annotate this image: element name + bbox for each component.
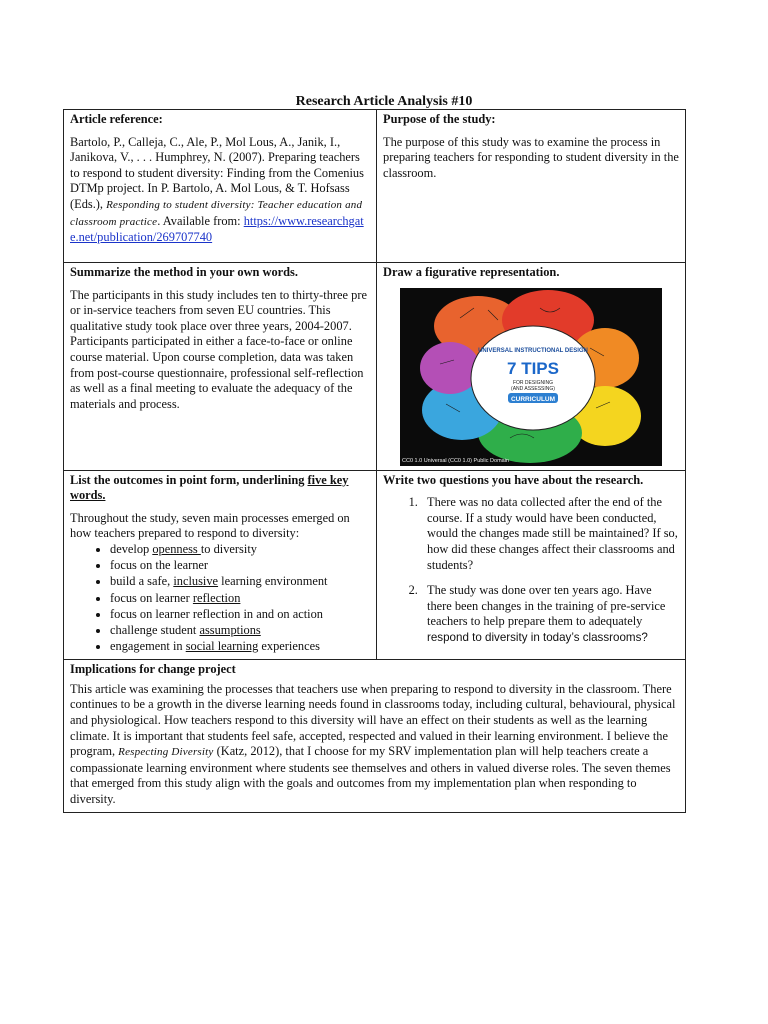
- item-keyword: assumptions: [199, 622, 261, 637]
- item-keyword: reflection: [192, 590, 241, 605]
- cell-method: [64, 263, 377, 471]
- cell-article-reference: [64, 110, 377, 263]
- analysis-table: [63, 109, 686, 813]
- outcomes-heading-underlined: five key words.: [70, 472, 349, 503]
- implications-body: This article was examining the processes that teachers use when preparing to respond to diversity in the classroom. There continues to be a growth in the diverse learning needs found in classrooms today, including cultural, behavioural, physical and physiological. How teachers respond to this diversity will have an effect on their students as well as the learning climate. It is important that students feel safe, accepted, respected and valued in their learning environment. I believe the program,: [70, 681, 676, 759]
- item-text: focus on the learner: [110, 558, 209, 573]
- purpose-heading: Purpose of the study:: [383, 112, 496, 126]
- implications-body-end: (Katz, 2012), that I choose for my SRV implementation plan will help teachers create a compassionate learning environment where students see themselves and others in valued diverse roles. The seven themes that emerged from this study align with the goals and outcomes from my implementation plan when responding to diversity.: [70, 744, 671, 807]
- item-text: focus on learner: [110, 590, 193, 605]
- method-heading: Summarize the method in your own words.: [70, 265, 298, 279]
- item-keyword: inclusive: [173, 574, 219, 589]
- list-item: [110, 623, 370, 639]
- center-circle: [471, 326, 595, 430]
- list-item: [110, 639, 370, 655]
- row-method: [64, 263, 686, 471]
- implications-heading: Implications for change project: [70, 662, 236, 677]
- page-title: Research Article Analysis #10: [295, 94, 473, 109]
- program-title: Respecting Diversity: [118, 746, 214, 759]
- cell-outcomes: [64, 470, 377, 660]
- center-sub-label-2: (AND ASSESSING): [511, 385, 555, 392]
- list-item: [110, 542, 370, 558]
- list-item: [110, 607, 370, 623]
- question-2-ending: respond to diversity in today’s classrooms?: [427, 630, 648, 644]
- outcomes-intro: Throughout the study, seven main processes emerged on how teachers prepared to respond to diversity:: [70, 510, 350, 541]
- item-text: focus on learner reflection in and on action: [110, 606, 323, 621]
- outcomes-list: [70, 542, 370, 655]
- reference-book-title: Responding to student diversity: Teacher education and classroom practice: [70, 198, 363, 228]
- outcomes-heading-text: List the outcomes in point form, underlining: [70, 472, 308, 487]
- center-big-label: 7 TIPS: [507, 358, 559, 378]
- item-keyword: openness: [152, 541, 201, 556]
- item-text: experiences: [258, 639, 320, 654]
- item-text: engagement in: [110, 639, 186, 654]
- center-badge-label: CURRICULUM: [510, 395, 556, 403]
- list-item: [110, 591, 370, 607]
- cell-figurative: [377, 263, 686, 471]
- article-reference-text: [70, 135, 370, 246]
- list-item: [110, 574, 370, 590]
- item-text: learning environment: [218, 574, 328, 589]
- item-text: develop: [110, 541, 153, 556]
- method-text: The participants in this study includes ten to thirty-three pre or in-service teachers from seven EU countries. This qualitative study took place over three years, 2004-2007. Participants participated in either a face-to-face or online course material. Upon course completion, data was taken from post-course questionnaire, professional self-reflection as well as a final meeting to evaluate the adequacy of the materials and process.: [70, 287, 367, 411]
- item-text: to diversity: [200, 541, 257, 556]
- questions-heading: Write two questions you have about the research.: [383, 472, 644, 487]
- cell-questions: [377, 470, 686, 660]
- reference-citation: Bartolo, P., Calleja, C., Ale, P., Mol Lous, A., Janik, I., Janikova, V., . . . Humphrey, N. (2007). Preparing teachers to respond to student diversity: Finding from the Comenius DTMp project. In P. Bartolo, A. Mol Lous, & T. Hofsass (Eds.),: [70, 134, 364, 211]
- implications-text: [70, 682, 679, 808]
- image-caption: CC0 1.0 Universal (CC0 1.0) Public Domain: [402, 457, 509, 464]
- row-implications: [64, 660, 686, 812]
- question-1: 1. There was no data collected after the end of the course. If a study would have been conducted, would the changes made still be maintained? If so, how did these changes affect their classrooms and students?: [421, 495, 679, 573]
- question-2-text: The study was done over ten years ago. Have there been changes in the training of pre-service teachers to help prepare them to adequately: [427, 583, 666, 629]
- cell-purpose: [377, 110, 686, 263]
- udl-flower-illustration: [400, 288, 662, 466]
- outcomes-heading: [70, 473, 370, 504]
- question-2: [421, 583, 679, 645]
- item-text: challenge student: [110, 622, 200, 637]
- questions-list: [383, 495, 679, 645]
- list-item: [110, 558, 370, 574]
- purpose-text: The purpose of this study was to examine the process in preparing teachers for responding to student diversity in the classroom.: [383, 134, 679, 180]
- item-text: build a safe,: [110, 574, 174, 589]
- item-keyword: social learning: [185, 639, 259, 654]
- reference-link[interactable]: https://www.researchgate.net/publication/269707740: [70, 213, 364, 245]
- figurative-heading: Draw a figurative representation.: [383, 265, 560, 279]
- petal-purple: [420, 342, 480, 394]
- center-sub-label-1: FOR DESIGNING: [512, 379, 554, 386]
- row-reference: [64, 110, 686, 263]
- figurative-image: [400, 288, 662, 466]
- article-reference-heading: Article reference:: [70, 112, 163, 126]
- center-ring-label: UNIVERSAL INSTRUCTIONAL DESIGN: [478, 347, 588, 354]
- cell-implications: [64, 660, 686, 812]
- row-outcomes: [64, 470, 686, 660]
- reference-available: . Available from:: [157, 213, 244, 228]
